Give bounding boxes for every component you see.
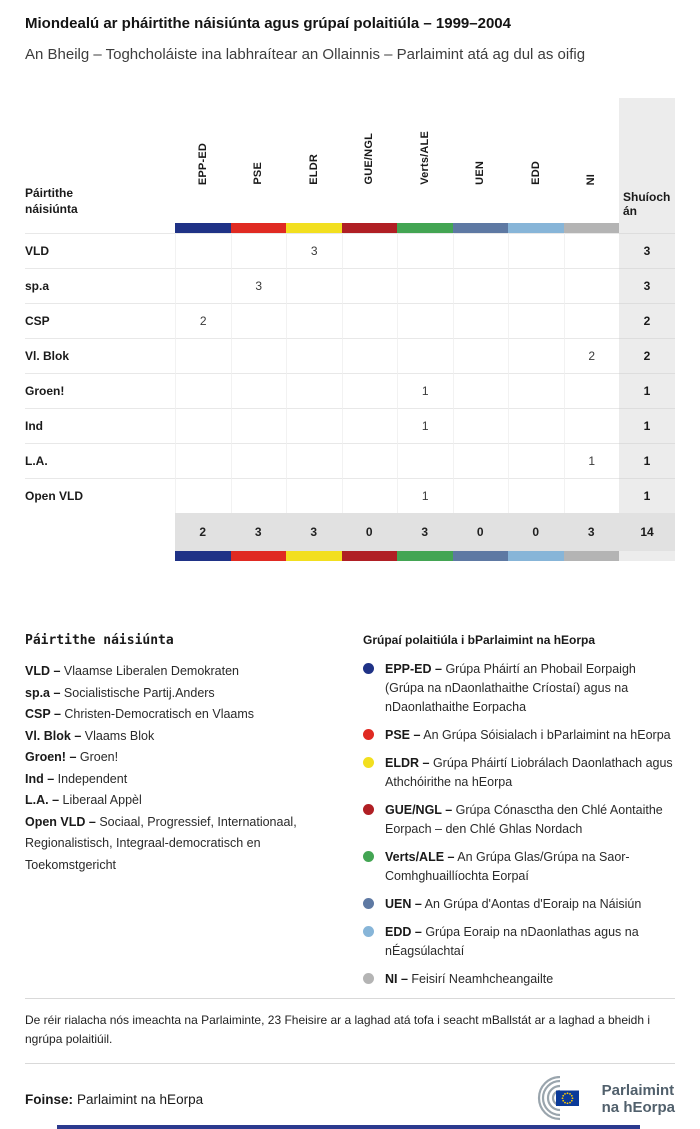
source-value: Parlaimint na hEorpa — [77, 1091, 204, 1107]
group-abbr: ELDR – — [385, 756, 430, 770]
group-color-bar — [564, 223, 620, 233]
party-name: Sociaal, Progressief, Internationaal, Regionalistisch, Integraal-democratisch en Toekomstgericht — [25, 814, 297, 872]
group-color-bar — [286, 551, 342, 561]
group-color-bar — [231, 223, 287, 233]
party-label: VLD — [25, 233, 175, 268]
value-cell — [397, 303, 453, 338]
value-cell — [175, 408, 231, 443]
value-cell — [231, 338, 287, 373]
value-cell — [453, 408, 509, 443]
row-total-cell: 2 — [619, 303, 675, 338]
value-cell — [342, 303, 398, 338]
legend-party-item — [25, 747, 335, 769]
legend-party-item — [25, 661, 335, 683]
column-header-edd — [508, 98, 564, 223]
value-cell — [175, 478, 231, 513]
legend-color-dot — [363, 973, 374, 984]
page-title: Miondealú ar pháirtithe náisiúnta agus grúpaí polaitiúla – 1999–2004 — [25, 15, 511, 32]
row-header-label: Páirtithe náisiúnta — [25, 186, 78, 216]
value-cell — [286, 303, 342, 338]
legend-party-item — [25, 683, 335, 705]
group-abbr: GUE/NGL – — [385, 803, 453, 817]
group-color-bar — [397, 223, 453, 233]
group-color-bar — [564, 551, 620, 561]
value-cell — [231, 233, 287, 268]
group-abbr: NI – — [385, 972, 408, 986]
value-cell — [397, 233, 453, 268]
group-color-bar — [508, 223, 564, 233]
group-color-bar — [342, 551, 398, 561]
party-label: L.A. — [25, 443, 175, 478]
legend-party-item — [25, 726, 335, 748]
value-cell — [286, 338, 342, 373]
group-color-bar — [508, 551, 564, 561]
value-cell — [342, 408, 398, 443]
row-total-cell: 1 — [619, 408, 675, 443]
legend-party-item — [25, 790, 335, 812]
value-cell — [397, 338, 453, 373]
value-cell — [286, 268, 342, 303]
source-label: Foinse: — [25, 1091, 74, 1107]
value-cell — [508, 373, 564, 408]
value-cell — [508, 268, 564, 303]
column-header-label: EDD — [529, 161, 542, 185]
column-total-cell: 0 — [453, 513, 509, 551]
group-color-bar — [175, 223, 231, 233]
group-color-bar — [231, 551, 287, 561]
party-name: Christen-Democratisch en Vlaams — [64, 707, 255, 721]
group-color-bar — [286, 223, 342, 233]
column-header-seats — [619, 98, 675, 223]
party-abbr: Vl. Blok – — [25, 728, 82, 743]
column-header-label: UEN — [474, 161, 487, 185]
value-cell — [508, 408, 564, 443]
legend-groups-title: Grúpaí polaitiúla i bParlaimint na hEorpa — [363, 633, 596, 647]
value-cell — [342, 233, 398, 268]
party-name: Socialistische Partij.Anders — [63, 685, 215, 700]
european-parliament-logo — [504, 1076, 675, 1122]
column-total-cell: 2 — [175, 513, 231, 551]
column-header-label: GUE/NGL — [363, 133, 376, 185]
column-header-verts-ale — [397, 98, 453, 223]
value-cell — [564, 478, 620, 513]
party-abbr: Open VLD – — [25, 814, 96, 829]
column-header-label: PSE — [252, 162, 265, 185]
value-cell — [231, 303, 287, 338]
value-cell — [342, 338, 398, 373]
party-abbr: sp.a – — [25, 685, 61, 700]
value-cell — [175, 338, 231, 373]
value-cell — [175, 443, 231, 478]
row-total-cell: 1 — [619, 443, 675, 478]
party-name: Independent — [57, 771, 128, 786]
group-color-bar — [453, 551, 509, 561]
column-header-label: EPP-ED — [196, 142, 209, 185]
group-desc: An Grúpa Glas/Grúpa na Saor-Comhghuaillíochta Eorpaí — [385, 850, 630, 883]
legend-group-item — [363, 848, 675, 886]
row-total-cell: 2 — [619, 338, 675, 373]
legend-group-item — [363, 726, 675, 745]
value-cell — [564, 408, 620, 443]
group-abbr: Verts/ALE – — [385, 850, 455, 864]
legend-color-dot — [363, 804, 374, 815]
party-label: sp.a — [25, 268, 175, 303]
value-cell — [231, 478, 287, 513]
grand-total-cell: 14 — [619, 513, 675, 551]
legend-national-parties — [25, 633, 335, 998]
value-cell: 2 — [175, 303, 231, 338]
value-cell — [286, 408, 342, 443]
row-total-cell: 1 — [619, 373, 675, 408]
group-desc: Grúpa Pháirtí Liobrálach Daonlathach agus Athchóirithe na hEorpa — [385, 756, 673, 789]
source-line — [25, 1092, 203, 1107]
party-name: Groen! — [79, 750, 119, 764]
column-header-eldr — [286, 98, 342, 223]
value-cell — [453, 373, 509, 408]
column-header-uen — [453, 98, 509, 223]
column-header-epp-ed — [175, 98, 231, 223]
party-label: CSP — [25, 303, 175, 338]
group-abbr: EPP-ED – — [385, 662, 442, 676]
value-cell: 3 — [286, 233, 342, 268]
legend-color-dot — [363, 729, 374, 740]
legend-party-item — [25, 769, 335, 791]
value-cell — [231, 408, 287, 443]
value-cell: 2 — [564, 338, 620, 373]
legend-group-item — [363, 895, 675, 914]
row-total-cell: 3 — [619, 233, 675, 268]
legend-party-item — [25, 812, 335, 877]
footer — [25, 1076, 675, 1122]
group-color-bar — [342, 223, 398, 233]
value-cell — [342, 373, 398, 408]
group-desc: Feisirí Neamhcheangailte — [411, 972, 554, 986]
group-color-bar — [453, 223, 509, 233]
value-cell: 1 — [397, 478, 453, 513]
table-corner-cell — [25, 98, 175, 223]
party-label: Open VLD — [25, 478, 175, 513]
value-cell — [231, 373, 287, 408]
value-cell — [342, 443, 398, 478]
column-header-ni — [564, 98, 620, 223]
column-total-cell: 3 — [231, 513, 287, 551]
party-abbr: Groen! – — [25, 750, 77, 764]
legend-party-item — [25, 704, 335, 726]
party-abbr: VLD – — [25, 664, 61, 678]
value-cell: 3 — [231, 268, 287, 303]
value-cell — [508, 443, 564, 478]
column-header-label: NI — [585, 173, 598, 185]
legend-color-dot — [363, 757, 374, 768]
seats-column-bg — [619, 551, 675, 561]
bottom-bar — [57, 1125, 640, 1129]
value-cell: 1 — [397, 373, 453, 408]
party-name: Vlaamse Liberalen Demokraten — [63, 664, 240, 678]
party-label: Groen! — [25, 373, 175, 408]
column-total-cell: 0 — [508, 513, 564, 551]
party-label: Ind — [25, 408, 175, 443]
value-cell — [453, 443, 509, 478]
value-cell — [508, 233, 564, 268]
column-header-gue-ngl — [342, 98, 398, 223]
group-desc: Grúpa Eoraip na nDaonlathas agus na nÉagsúlachtaí — [385, 925, 639, 958]
spacer-cell — [25, 551, 175, 561]
group-abbr: EDD – — [385, 925, 422, 939]
value-cell — [175, 268, 231, 303]
value-cell — [453, 478, 509, 513]
logo-line-2: na hEorpa — [601, 1099, 675, 1116]
value-cell — [453, 233, 509, 268]
value-cell: 1 — [564, 443, 620, 478]
row-total-cell: 3 — [619, 268, 675, 303]
legend-group-item — [363, 660, 675, 717]
legend-parties-title: Páirtithe náisiúnta — [25, 633, 174, 648]
column-header-label: Verts/ALE — [418, 131, 431, 185]
legend-color-dot — [363, 663, 374, 674]
value-cell — [175, 233, 231, 268]
legend-group-item — [363, 970, 675, 989]
column-total-cell: 3 — [286, 513, 342, 551]
value-cell: 1 — [397, 408, 453, 443]
page-subtitle: An Bheilg – Toghcholáiste ina labhraítear an Ollainnis – Parlaimint atá ag dul as oifig — [25, 46, 586, 63]
column-header-pse — [231, 98, 287, 223]
value-cell — [508, 303, 564, 338]
group-abbr: PSE – — [385, 728, 421, 742]
party-abbr: Ind – — [25, 771, 55, 786]
column-header-label: ELDR — [307, 154, 320, 185]
value-cell — [397, 268, 453, 303]
legend-group-item — [363, 754, 675, 792]
value-cell — [175, 373, 231, 408]
group-color-bar — [397, 551, 453, 561]
party-name: Liberaal Appèl — [62, 793, 142, 807]
hemicycle-flag-icon — [504, 1076, 592, 1122]
footnote: De réir rialacha nós imeachta na Parlaiminte, 23 Fheisire ar a laghad atá tofa i seacht mBallstát ar a laghad a bheidh i ngrúpa polaitiúil. — [25, 998, 675, 1064]
row-total-cell: 1 — [619, 478, 675, 513]
party-abbr: L.A. – — [25, 793, 60, 807]
group-desc: Grúpa Cónasctha den Chlé Aontaithe Eorpach – den Chlé Ghlas Nordach — [385, 803, 663, 836]
group-desc: An Grúpa d'Aontas d'Eoraip na Náisiún — [424, 897, 642, 911]
group-color-bar — [175, 551, 231, 561]
party-abbr: CSP – — [25, 707, 61, 721]
value-cell — [286, 478, 342, 513]
column-total-cell: 0 — [342, 513, 398, 551]
column-total-cell: 3 — [397, 513, 453, 551]
legend — [25, 633, 675, 998]
group-desc: Grúpa Pháirtí an Phobail Eorpaigh (Grúpa na nDaonlathaithe Críostaí) agus na nDaonlathaithe Eorpacha — [385, 662, 636, 714]
value-cell — [286, 443, 342, 478]
group-abbr: UEN – — [385, 897, 422, 911]
value-cell — [286, 373, 342, 408]
value-cell — [342, 268, 398, 303]
seats-header-label: Shuíochán — [623, 190, 671, 218]
spacer-cell — [25, 513, 175, 551]
value-cell — [564, 373, 620, 408]
value-cell — [564, 233, 620, 268]
legend-color-dot — [363, 926, 374, 937]
value-cell — [508, 338, 564, 373]
value-cell — [453, 338, 509, 373]
legend-color-dot — [363, 898, 374, 909]
value-cell — [564, 268, 620, 303]
legend-political-groups — [363, 633, 675, 998]
group-desc: An Grúpa Sóisialach i bParlaimint na hEorpa — [423, 728, 671, 742]
legend-group-item — [363, 923, 675, 961]
value-cell — [342, 478, 398, 513]
logo-line-1: Parlaimint — [601, 1082, 675, 1099]
spacer-cell — [25, 223, 175, 233]
legend-group-item — [363, 801, 675, 839]
value-cell — [564, 303, 620, 338]
column-total-cell: 3 — [564, 513, 620, 551]
logo-text — [602, 1082, 675, 1116]
party-name: Vlaams Blok — [84, 728, 155, 743]
seats-column-bg — [619, 223, 675, 233]
legend-color-dot — [363, 851, 374, 862]
value-cell — [453, 303, 509, 338]
value-cell — [508, 478, 564, 513]
value-cell — [453, 268, 509, 303]
value-cell — [397, 443, 453, 478]
value-cell — [231, 443, 287, 478]
party-label: Vl. Blok — [25, 338, 175, 373]
seats-table — [25, 98, 675, 561]
